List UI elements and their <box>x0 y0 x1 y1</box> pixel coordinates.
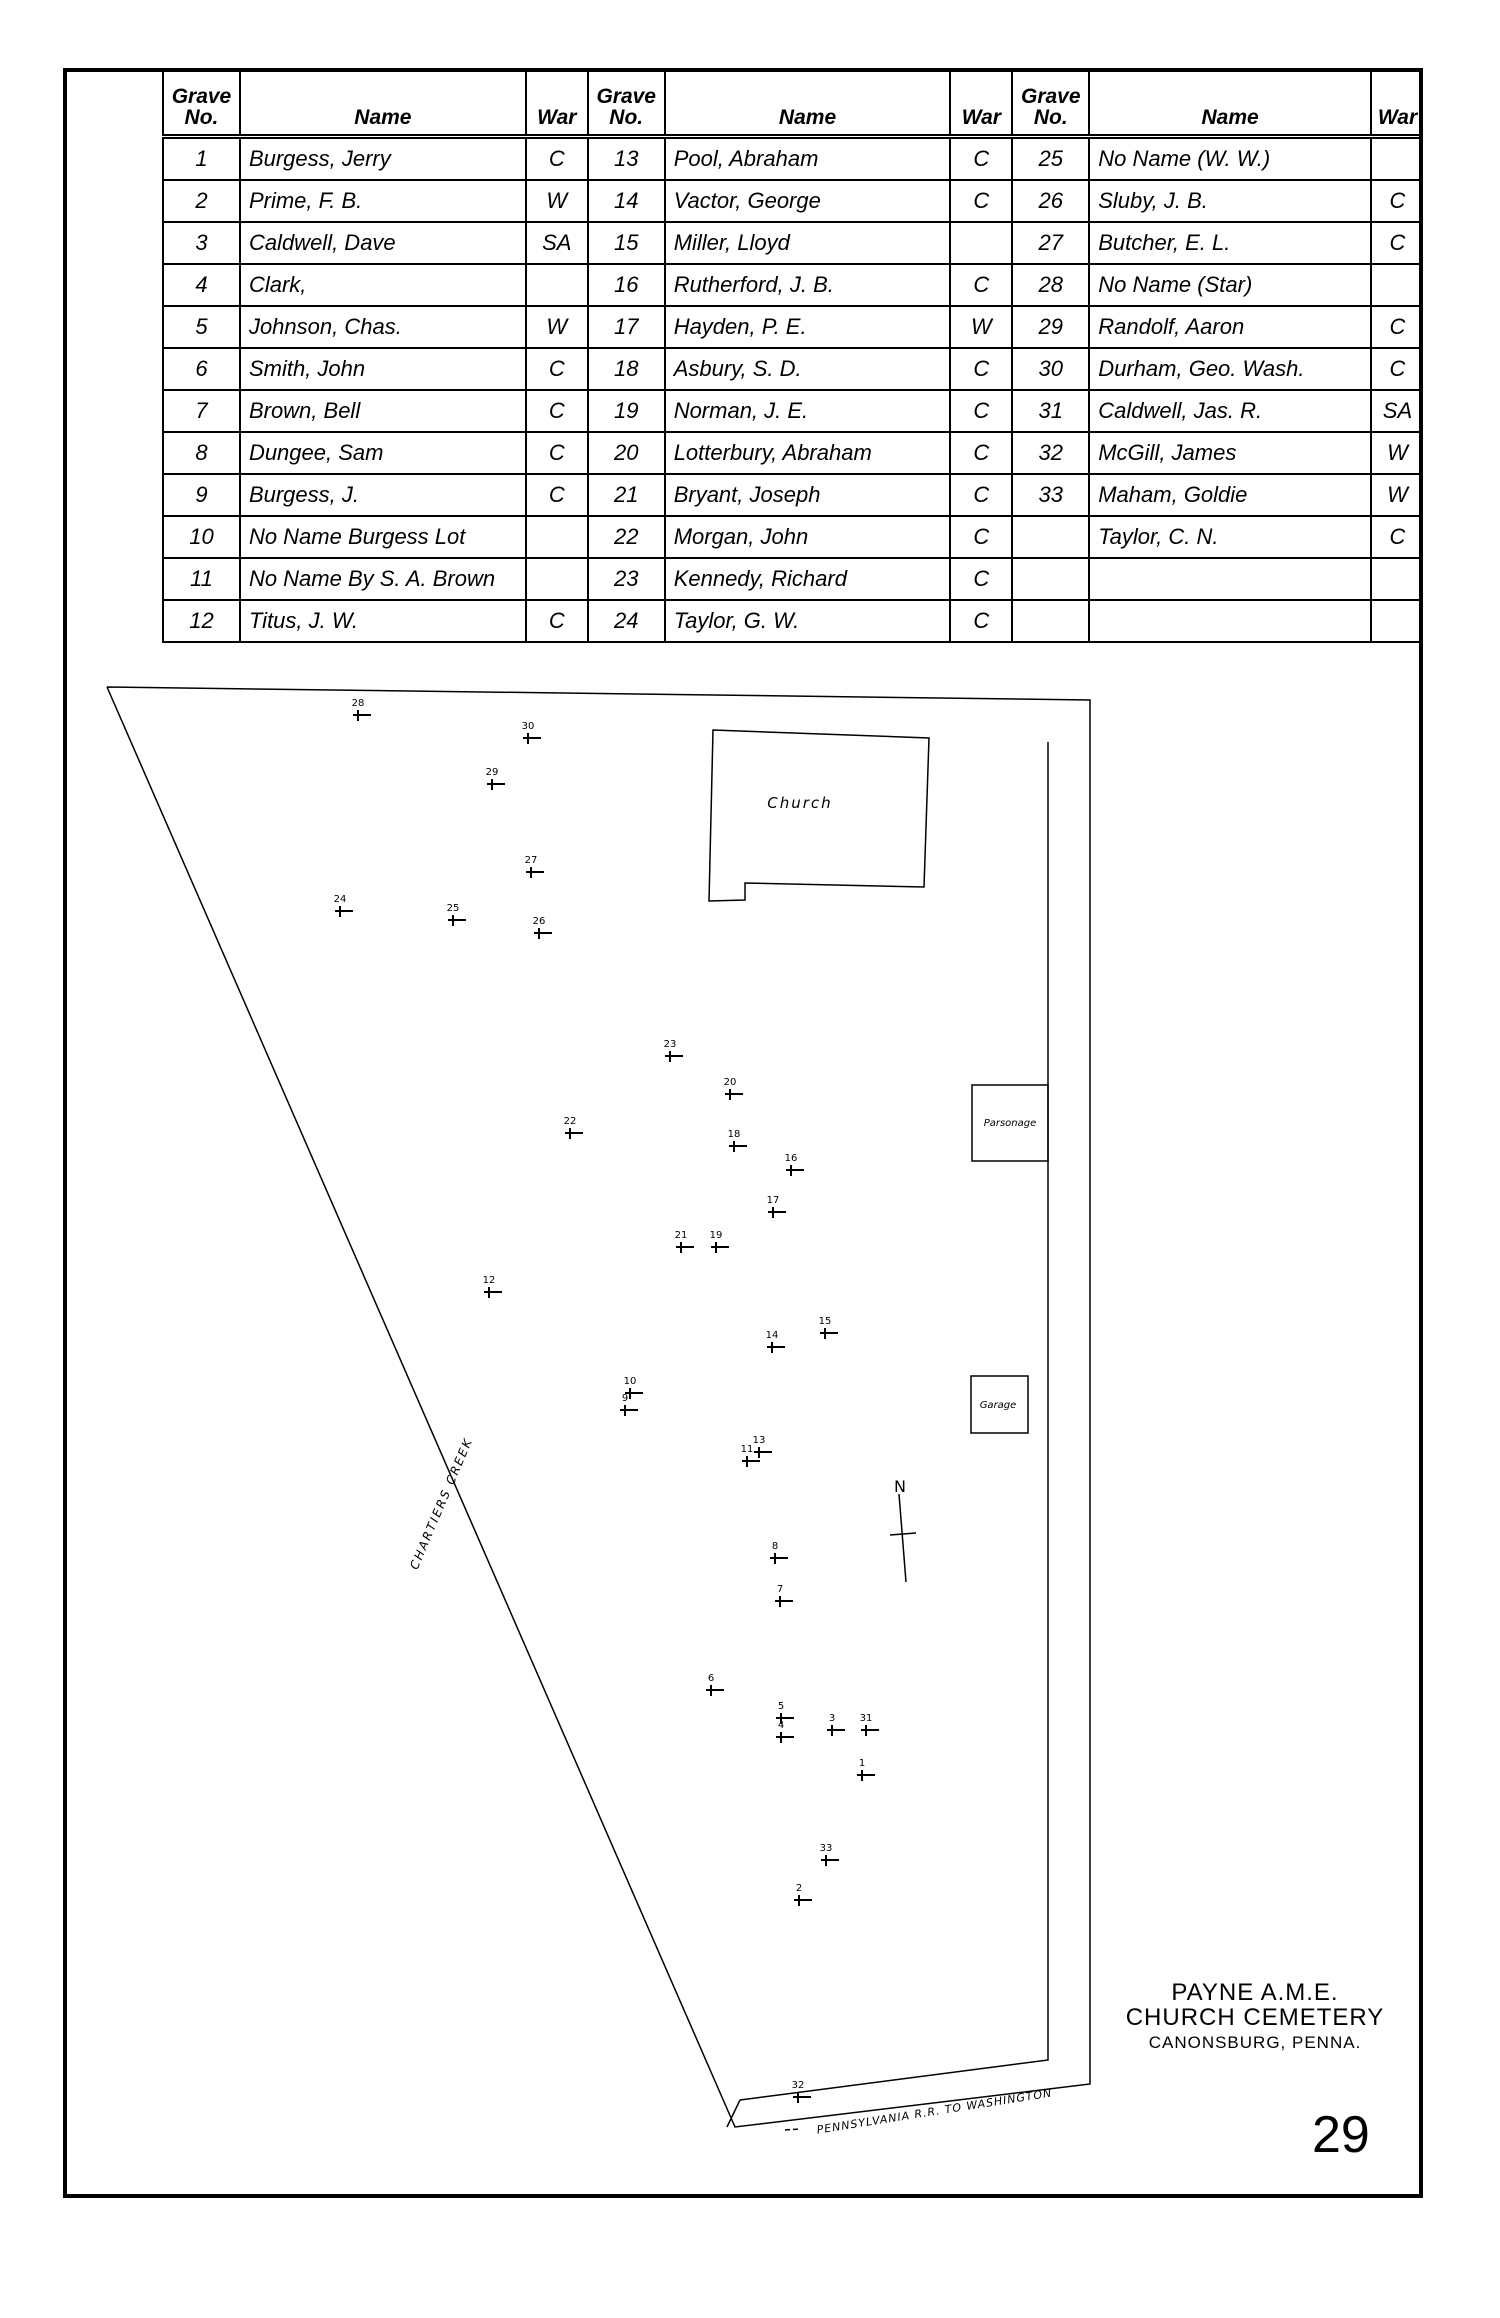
name-cell: Taylor, G. W. <box>665 600 951 642</box>
grave-no-cell: 16 <box>588 264 665 306</box>
inner-boundary-line <box>740 742 1048 2100</box>
name-cell: Caldwell, Dave <box>240 222 526 264</box>
grave-marker <box>776 1720 794 1743</box>
grave-marker <box>860 1713 879 1736</box>
grave-no-cell: 7 <box>163 390 240 432</box>
grave-marker <box>334 894 353 917</box>
war-cell: W <box>1371 474 1423 516</box>
header-grave-no: Grave No. <box>1012 70 1089 137</box>
page-number: 29 <box>1312 2106 1370 2164</box>
grave-no-cell: 33 <box>1012 474 1089 516</box>
grave-number-label: 21 <box>674 1230 688 1241</box>
war-cell: C <box>1371 348 1423 390</box>
grave-marker <box>706 1673 724 1696</box>
grave-number-label: 24 <box>333 894 347 905</box>
grave-no-cell: 6 <box>163 348 240 390</box>
name-cell: No Name (W. W.) <box>1089 137 1371 181</box>
grave-no-cell: 5 <box>163 306 240 348</box>
header-name: Name <box>1089 70 1371 137</box>
grave-number-label: 28 <box>351 698 365 709</box>
grave-marker <box>728 1129 747 1152</box>
name-cell: McGill, James <box>1089 432 1371 474</box>
header-grave-no: Grave No. <box>163 70 240 137</box>
name-cell: Sluby, J. B. <box>1089 180 1371 222</box>
grave-no-cell: 14 <box>588 180 665 222</box>
name-cell: Burgess, J. <box>240 474 526 516</box>
north-arrow-icon <box>890 1494 916 1582</box>
grave-marker <box>710 1230 729 1253</box>
grave-number-label: 5 <box>777 1701 785 1712</box>
garage-label: Garage <box>979 1400 1017 1411</box>
grave-number-label: 30 <box>521 721 535 732</box>
grave-marker <box>857 1758 875 1781</box>
grave-no-cell: 15 <box>588 222 665 264</box>
grave-number-label: 16 <box>784 1153 798 1164</box>
north-label: N <box>894 1477 906 1496</box>
grave-number-label: 22 <box>563 1116 577 1127</box>
name-cell: Johnson, Chas. <box>240 306 526 348</box>
name-cell: Bryant, Joseph <box>665 474 951 516</box>
grave-number-label: 7 <box>776 1584 784 1595</box>
caption-line-2: CHURCH CEMETERY <box>1125 2004 1385 2031</box>
name-cell: Prime, F. B. <box>240 180 526 222</box>
grave-marker <box>820 1843 839 1866</box>
grave-marker <box>664 1039 683 1062</box>
grave-no-cell: 2 <box>163 180 240 222</box>
grave-number-label: 27 <box>524 855 538 866</box>
header-war: War <box>1371 70 1423 137</box>
grave-no-cell: 28 <box>1012 264 1089 306</box>
grave-marker <box>741 1444 760 1467</box>
grave-marker <box>819 1316 838 1339</box>
grave-no-cell: 17 <box>588 306 665 348</box>
name-cell: No Name Burgess Lot <box>240 516 526 558</box>
grave-no-cell: 1 <box>163 137 240 181</box>
name-cell: Smith, John <box>240 348 526 390</box>
war-cell: C <box>526 474 588 516</box>
name-cell: Miller, Lloyd <box>665 222 951 264</box>
grave-no-cell: 21 <box>588 474 665 516</box>
header-war: War <box>950 70 1012 137</box>
header-grave-no: Grave No. <box>588 70 665 137</box>
creek-label: CHARTIERS CREEK <box>407 1435 476 1572</box>
name-cell: Dungee, Sam <box>240 432 526 474</box>
name-cell: Randolf, Aaron <box>1089 306 1371 348</box>
church-building <box>709 730 929 901</box>
grave-marker <box>785 1153 804 1176</box>
grave-number-label: 32 <box>791 2080 805 2091</box>
grave-number-label: 23 <box>663 1039 677 1050</box>
caption-line-3: CANONSBURG, PENNA. <box>1148 2033 1362 2052</box>
header-war: War <box>526 70 588 137</box>
war-cell: C <box>950 516 1012 558</box>
grave-no-cell: 4 <box>163 264 240 306</box>
grave-no-cell: 11 <box>163 558 240 600</box>
grave-marker <box>564 1116 583 1139</box>
grave-marker <box>724 1077 743 1100</box>
war-cell: C <box>950 264 1012 306</box>
war-cell: C <box>526 348 588 390</box>
grave-marker <box>483 1275 502 1298</box>
name-cell: Taylor, C. N. <box>1089 516 1371 558</box>
name-cell: Kennedy, Richard <box>665 558 951 600</box>
grave-no-cell: 22 <box>588 516 665 558</box>
grave-no-cell: 31 <box>1012 390 1089 432</box>
map-caption <box>1110 1980 1400 2055</box>
name-cell: Maham, Goldie <box>1089 474 1371 516</box>
grave-number-label: 25 <box>446 903 460 914</box>
grave-no-cell: 29 <box>1012 306 1089 348</box>
war-cell: C <box>1371 180 1423 222</box>
grave-number-label: 1 <box>858 1758 866 1769</box>
grave-marker <box>522 721 541 744</box>
caption-line-1: PAYNE A.M.E. <box>1171 1979 1339 2006</box>
name-cell: Burgess, Jerry <box>240 137 526 181</box>
war-cell: C <box>950 180 1012 222</box>
grave-number-label: 3 <box>828 1713 836 1724</box>
grave-marker <box>766 1330 785 1353</box>
grave-no-cell: 13 <box>588 137 665 181</box>
grave-no-cell: 32 <box>1012 432 1089 474</box>
grave-number-label: 33 <box>819 1843 833 1854</box>
grave-marker <box>533 916 552 939</box>
grave-marker <box>675 1230 694 1253</box>
name-cell: Butcher, E. L. <box>1089 222 1371 264</box>
war-cell: C <box>526 432 588 474</box>
war-cell: W <box>526 306 588 348</box>
grave-marker <box>447 903 466 926</box>
grave-number-label: 2 <box>795 1883 803 1894</box>
grave-number-label: 17 <box>766 1195 780 1206</box>
name-cell: Hayden, P. E. <box>665 306 951 348</box>
church-label: Church <box>767 794 833 812</box>
grave-number-label: 13 <box>752 1435 766 1446</box>
name-cell: Durham, Geo. Wash. <box>1089 348 1371 390</box>
war-cell: SA <box>1371 390 1423 432</box>
war-cell: W <box>526 180 588 222</box>
war-cell: W <box>1371 432 1423 474</box>
grave-number-label: 14 <box>765 1330 779 1341</box>
grave-marker <box>753 1435 772 1458</box>
grave-no-cell: 24 <box>588 600 665 642</box>
grave-no-cell: 3 <box>163 222 240 264</box>
grave-number-label: 26 <box>532 916 546 927</box>
grave-number-label: 8 <box>771 1541 779 1552</box>
grave-marker <box>525 855 544 878</box>
grave-no-cell: 18 <box>588 348 665 390</box>
grave-number-label: 4 <box>777 1720 785 1731</box>
grave-no-cell: 19 <box>588 390 665 432</box>
cemetery-boundary <box>107 687 1090 2127</box>
name-cell: Pool, Abraham <box>665 137 951 181</box>
name-cell: Morgan, John <box>665 516 951 558</box>
name-cell: Asbury, S. D. <box>665 348 951 390</box>
grave-number-label: 31 <box>859 1713 873 1724</box>
grave-marker <box>352 698 371 721</box>
grave-number-label: 12 <box>482 1275 496 1286</box>
grave-no-cell: 26 <box>1012 180 1089 222</box>
war-cell: C <box>1371 516 1423 558</box>
war-cell: C <box>950 600 1012 642</box>
name-cell: No Name (Star) <box>1089 264 1371 306</box>
name-cell: Rutherford, J. B. <box>665 264 951 306</box>
grave-marker <box>794 1883 812 1906</box>
war-cell: C <box>950 432 1012 474</box>
grave-marker <box>486 767 505 790</box>
war-cell: C <box>526 137 588 181</box>
parsonage-label: Parsonage <box>983 1118 1037 1129</box>
name-cell: No Name By S. A. Brown <box>240 558 526 600</box>
railroad-label: PENNSYLVANIA R.R. TO WASHINGTON <box>815 2086 1054 2137</box>
grave-marker <box>827 1713 845 1736</box>
grave-no-cell: 9 <box>163 474 240 516</box>
grave-marker <box>770 1541 788 1564</box>
war-cell: C <box>950 137 1012 181</box>
war-cell: C <box>526 600 588 642</box>
grave-no-cell: 30 <box>1012 348 1089 390</box>
grave-marker <box>767 1195 786 1218</box>
name-cell: Lotterbury, Abraham <box>665 432 951 474</box>
war-cell: C <box>950 390 1012 432</box>
grave-no-cell: 20 <box>588 432 665 474</box>
grave-number-label: 29 <box>485 767 499 778</box>
header-name: Name <box>240 70 526 137</box>
war-cell: C <box>950 558 1012 600</box>
grave-number-label: 19 <box>709 1230 723 1241</box>
grave-number-label: 6 <box>707 1673 715 1684</box>
name-cell: Brown, Bell <box>240 390 526 432</box>
war-cell: C <box>1371 222 1423 264</box>
grave-no-cell: 10 <box>163 516 240 558</box>
war-cell: W <box>950 306 1012 348</box>
header-name: Name <box>665 70 951 137</box>
name-cell: Titus, J. W. <box>240 600 526 642</box>
war-cell: C <box>526 390 588 432</box>
name-cell: Caldwell, Jas. R. <box>1089 390 1371 432</box>
grave-no-cell: 12 <box>163 600 240 642</box>
grave-number-label: 20 <box>723 1077 737 1088</box>
war-cell: C <box>1371 306 1423 348</box>
war-cell: C <box>950 474 1012 516</box>
grave-marker <box>775 1584 793 1607</box>
grave-no-cell: 27 <box>1012 222 1089 264</box>
war-cell: SA <box>526 222 588 264</box>
war-cell: C <box>950 348 1012 390</box>
name-cell: Vactor, George <box>665 180 951 222</box>
grave-number-label: 18 <box>727 1129 741 1140</box>
grave-no-cell: 25 <box>1012 137 1089 181</box>
name-cell: Clark, <box>240 264 526 306</box>
grave-number-label: 9 <box>621 1393 629 1404</box>
grave-no-cell: 8 <box>163 432 240 474</box>
grave-number-label: 10 <box>623 1376 637 1387</box>
grave-number-label: 11 <box>740 1444 754 1455</box>
grave-number-label: 15 <box>818 1316 832 1327</box>
name-cell: Norman, J. E. <box>665 390 951 432</box>
grave-no-cell: 23 <box>588 558 665 600</box>
